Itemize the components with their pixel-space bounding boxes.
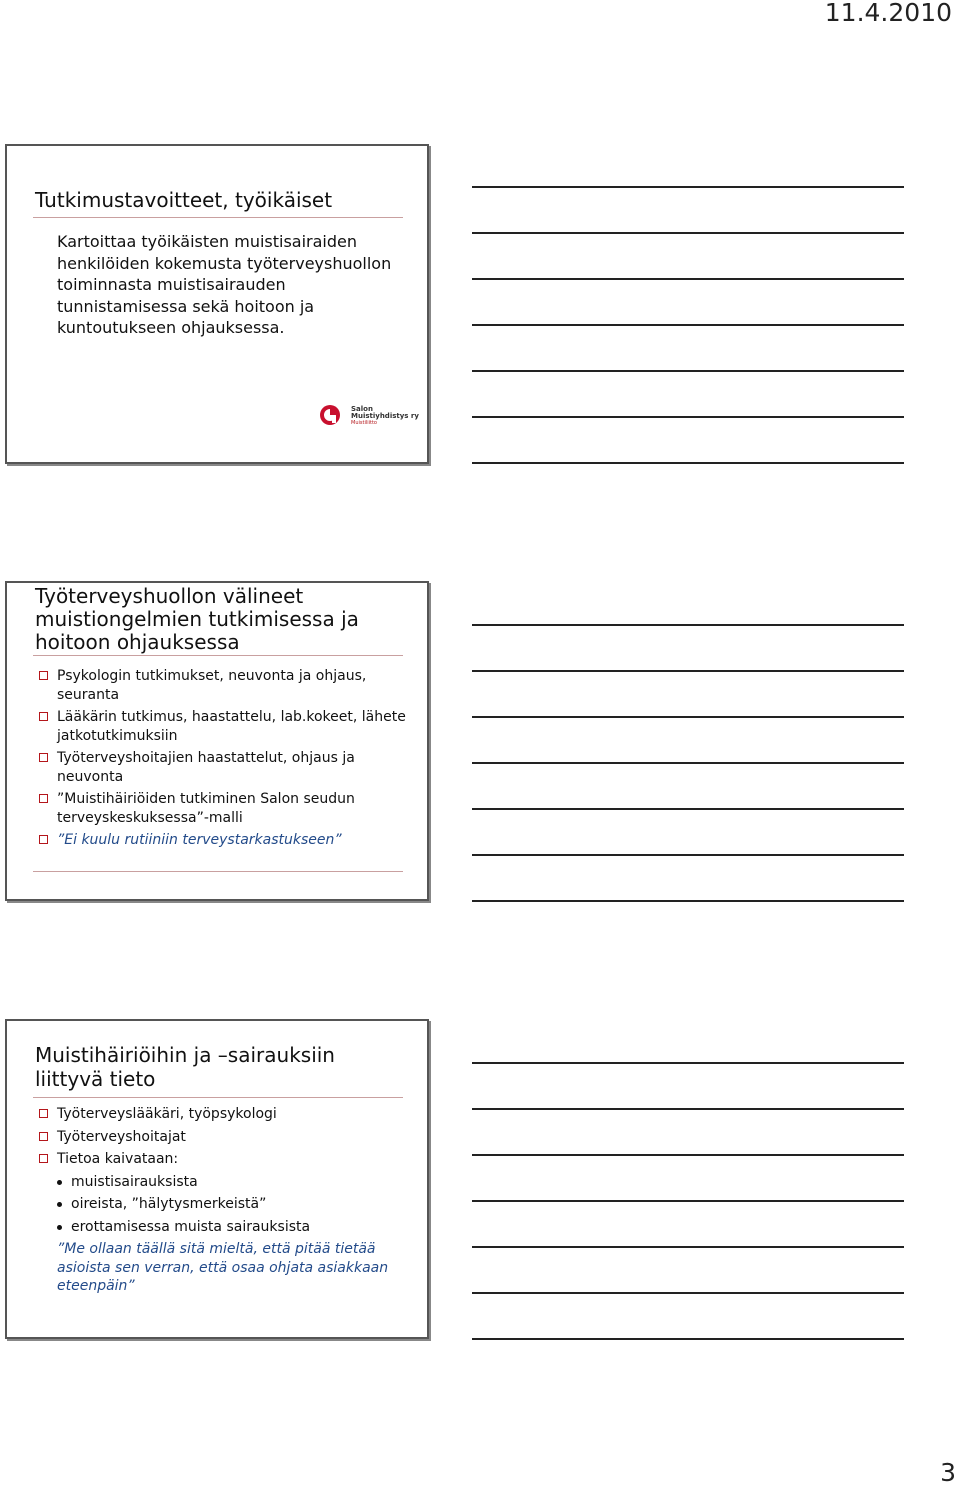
square-bullet-icon — [39, 1132, 48, 1141]
note-line — [472, 1246, 904, 1248]
logo-text-line2: Muistiyhdistys ry — [351, 412, 419, 420]
list-item: Työterveyshoitajien haastattelut, ohjaus ja neuvonta — [37, 749, 409, 786]
list-item: Lääkärin tutkimus, haastattelu, lab.kokeet, lähete jatkotutkimuksiin — [37, 708, 409, 745]
note-line — [472, 854, 904, 856]
note-line — [472, 900, 904, 902]
print-date: 11.4.2010 — [824, 0, 952, 27]
logo-text-line1: Salon — [351, 405, 373, 413]
list-item: Tietoa kaivataan: — [37, 1150, 409, 1169]
slide-title: Tutkimustavoitteet, työikäiset — [35, 188, 333, 212]
sub-list-item: oireista, ”hälytysmerkeistä” — [37, 1195, 409, 1214]
list-item: ”Muistihäiriöiden tutkiminen Salon seudun terveyskeskuksessa”-malli — [37, 790, 409, 827]
slide-body-text: Kartoittaa työikäisten muistisairaiden henkilöiden kokemusta työterveyshuollon toiminnasta muistisairauden tunnistamisessa sekä hoitoon ja kuntoutukseen ohjauksessa. — [57, 232, 392, 337]
note-line — [472, 1154, 904, 1156]
slide-1 — [5, 144, 429, 464]
note-line — [472, 670, 904, 672]
slide-title: Muistihäiriöihin ja –sairauksiin liittyvä tieto — [35, 1043, 335, 1091]
note-line — [472, 370, 904, 372]
sub-list-item: erottamisessa muista sairauksista — [37, 1218, 409, 1237]
title-divider — [33, 217, 403, 218]
square-bullet-icon — [39, 1154, 48, 1163]
note-line — [472, 624, 904, 626]
slide-title: Työterveyshuollon välineet muistiongelmien tutkimisessa ja hoitoon ohjauksessa — [35, 584, 359, 654]
bullet-list — [37, 1105, 409, 1296]
sub-list-item: muistisairauksista — [37, 1173, 409, 1192]
note-line — [472, 186, 904, 188]
square-bullet-icon — [39, 712, 48, 721]
note-line — [472, 278, 904, 280]
list-item: Psykologin tutkimukset, neuvonta ja ohjaus, seuranta — [37, 667, 409, 704]
list-item: Työterveyslääkäri, työpsykologi — [37, 1105, 409, 1124]
salon-muistiyhdistys-logo — [315, 402, 419, 430]
slide-2 — [5, 581, 429, 901]
list-item: Työterveyshoitajat — [37, 1128, 409, 1147]
square-bullet-icon — [39, 671, 48, 680]
note-line — [472, 416, 904, 418]
dot-bullet-icon — [57, 1180, 62, 1185]
slide-3 — [5, 1019, 429, 1339]
quote-text: ”Me ollaan täällä sitä mieltä, että pitää tietää asioista sen verran, että osaa ohjata asiakkaan eteenpäin” — [57, 1241, 389, 1294]
square-bullet-icon — [39, 835, 48, 844]
note-line — [472, 232, 904, 234]
note-line — [472, 1200, 904, 1202]
square-bullet-icon — [39, 753, 48, 762]
dot-bullet-icon — [57, 1202, 62, 1207]
note-line — [472, 762, 904, 764]
note-line — [472, 1292, 904, 1294]
note-line — [472, 808, 904, 810]
note-line — [472, 1338, 904, 1340]
note-line — [472, 462, 904, 464]
square-bullet-icon — [39, 1109, 48, 1118]
square-bullet-icon — [39, 794, 48, 803]
note-line — [472, 1062, 904, 1064]
note-line — [472, 1108, 904, 1110]
bullet-list — [37, 667, 409, 854]
dot-bullet-icon — [57, 1225, 62, 1230]
note-line — [472, 324, 904, 326]
title-divider — [33, 655, 403, 656]
list-item: ”Ei kuulu rutiiniin terveystarkastukseen” — [37, 831, 409, 850]
note-line — [472, 716, 904, 718]
footer-divider — [33, 871, 403, 872]
title-divider — [33, 1097, 403, 1098]
logo-text-line3: Muistiliitto — [351, 420, 377, 426]
logo-mark-icon — [319, 404, 341, 426]
page-number: 3 — [940, 1458, 956, 1487]
